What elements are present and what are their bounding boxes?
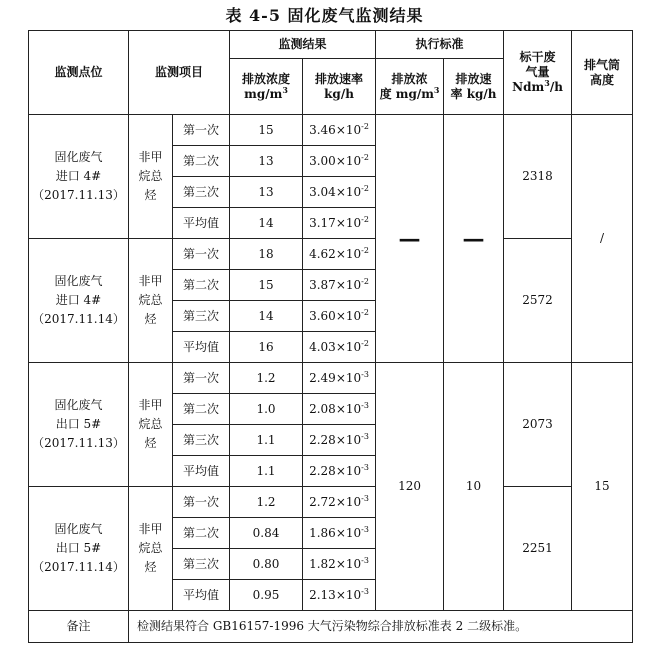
results-table [28, 30, 633, 643]
item-line: 烃 [144, 436, 157, 450]
header-rate-unit: kg/h [324, 86, 354, 101]
item-line: 烃 [144, 188, 157, 202]
concentration-value: 14 [230, 208, 303, 239]
sample-label: 平均值 [173, 208, 230, 239]
flow-value: 2251 [504, 487, 572, 611]
rate-value: $3.87\times 10^{-2}$ [303, 270, 376, 301]
std-concentration: 120 [376, 363, 444, 611]
concentration-value: 14 [230, 301, 303, 332]
std-rate: — [444, 115, 504, 363]
concentration-value: 16 [230, 332, 303, 363]
concentration-value: 15 [230, 115, 303, 146]
header-item: 监测项目 [129, 31, 230, 115]
sample-label: 第三次 [173, 425, 230, 456]
rate-value: $3.60\times 10^{-2}$ [303, 301, 376, 332]
rate-value: $1.82\times 10^{-3}$ [303, 549, 376, 580]
concentration-value: 13 [230, 146, 303, 177]
sample-label: 第二次 [173, 270, 230, 301]
concentration-value: 1.2 [230, 363, 303, 394]
sample-label: 第二次 [173, 394, 230, 425]
monitoring-location [29, 115, 129, 239]
sample-label: 第三次 [173, 549, 230, 580]
sample-label: 第二次 [173, 518, 230, 549]
location-line: （2017.11.14） [32, 560, 125, 574]
item-line: 烃 [144, 560, 157, 574]
sample-label: 第一次 [173, 363, 230, 394]
rate-value: $4.62\times 10^{-2}$ [303, 239, 376, 270]
item-line: 烷总 [138, 293, 163, 307]
header-rate-label: 排放速率 [315, 71, 364, 86]
sample-label: 平均值 [173, 332, 230, 363]
header-flow-line3: Ndm$^3$/h [512, 78, 563, 94]
table-row [29, 239, 633, 270]
location-line: 进口 4# [55, 169, 102, 183]
location-line: 固化废气 [54, 522, 103, 536]
table-title: 表 4-5 固化废气监测结果 [225, 6, 424, 25]
header-standard: 执行标准 [376, 31, 504, 59]
note-text: 检测结果符合 GB16157-1996 大气污染物综合排放标准表 2 二级标准。 [129, 611, 633, 643]
monitoring-item [129, 115, 173, 239]
location-line: （2017.11.14） [32, 312, 125, 326]
flow-value: 2318 [504, 115, 572, 239]
sample-label: 第二次 [173, 146, 230, 177]
header-location: 监测点位 [29, 31, 129, 115]
monitoring-location [29, 487, 129, 611]
rate-value: $3.46\times 10^{-2}$ [303, 115, 376, 146]
monitoring-location [29, 239, 129, 363]
header-results: 监测结果 [230, 31, 376, 59]
item-line: 非甲 [138, 274, 163, 288]
rate-value: $3.17\times 10^{-2}$ [303, 208, 376, 239]
table-row [29, 115, 633, 146]
sample-label: 第一次 [173, 115, 230, 146]
sample-label: 平均值 [173, 456, 230, 487]
rate-value: $2.13\times 10^{-3}$ [303, 580, 376, 611]
concentration-value: 18 [230, 239, 303, 270]
concentration-value: 1.2 [230, 487, 303, 518]
location-line: 出口 5# [55, 417, 102, 431]
location-line: （2017.11.13） [32, 436, 125, 450]
item-line: 烃 [144, 312, 157, 326]
concentration-value: 0.80 [230, 549, 303, 580]
rate-value: $2.49\times 10^{-3}$ [303, 363, 376, 394]
concentration-value: 1.1 [230, 425, 303, 456]
location-line: 进口 4# [55, 293, 102, 307]
note-row [29, 611, 633, 643]
header-height [572, 31, 633, 115]
header-height-line2: 高度 [590, 72, 615, 87]
item-line: 烷总 [138, 169, 163, 183]
concentration-value: 15 [230, 270, 303, 301]
location-line: 固化废气 [54, 150, 103, 164]
flow-value: 2572 [504, 239, 572, 363]
item-line: 非甲 [138, 150, 163, 164]
rate-value: $3.04\times 10^{-2}$ [303, 177, 376, 208]
item-line: 非甲 [138, 522, 163, 536]
sample-label: 第三次 [173, 177, 230, 208]
concentration-value: 0.95 [230, 580, 303, 611]
sample-label: 第一次 [173, 487, 230, 518]
header-conc [230, 59, 303, 115]
location-line: （2017.11.13） [32, 188, 125, 202]
header-height-line1: 排气筒 [584, 57, 621, 72]
header-flow [504, 31, 572, 115]
header-rate [303, 59, 376, 115]
std-rate: 10 [444, 363, 504, 611]
flow-value: 2073 [504, 363, 572, 487]
item-line: 烷总 [138, 541, 163, 555]
stack-height: 15 [572, 363, 633, 611]
header-flow-line1: 标干废 [519, 50, 556, 64]
sample-label: 平均值 [173, 580, 230, 611]
concentration-value: 13 [230, 177, 303, 208]
location-line: 固化废气 [54, 398, 103, 412]
stack-height: / [572, 115, 633, 363]
item-line: 非甲 [138, 398, 163, 412]
header-conc-label: 排放浓度 [242, 71, 291, 86]
monitoring-item [129, 239, 173, 363]
header-std-conc: 排放浓 度 $mg/m^3$ [376, 59, 444, 115]
rate-value: $2.72\times 10^{-3}$ [303, 487, 376, 518]
location-line: 出口 5# [55, 541, 102, 555]
monitoring-item [129, 487, 173, 611]
sample-label: 第三次 [173, 301, 230, 332]
item-line: 烷总 [138, 417, 163, 431]
sample-label: 第一次 [173, 239, 230, 270]
rate-value: $2.28\times 10^{-3}$ [303, 425, 376, 456]
rate-value: $4.03\times 10^{-2}$ [303, 332, 376, 363]
rate-value: $2.08\times 10^{-3}$ [303, 394, 376, 425]
concentration-value: 1.0 [230, 394, 303, 425]
header-conc-unit: $mg/m^3$ [244, 84, 288, 101]
concentration-value: 0.84 [230, 518, 303, 549]
monitoring-item [129, 363, 173, 487]
concentration-value: 1.1 [230, 456, 303, 487]
note-label: 备注 [29, 611, 129, 643]
header-flow-line2: 气量 [525, 65, 550, 79]
header-std-rate: 排放速 率 kg/h [444, 59, 504, 115]
location-line: 固化废气 [54, 274, 103, 288]
monitoring-location [29, 363, 129, 487]
rate-value: $3.00\times 10^{-2}$ [303, 146, 376, 177]
rate-value: $1.86\times 10^{-3}$ [303, 518, 376, 549]
table-row [29, 363, 633, 394]
table-row [29, 487, 633, 518]
std-concentration: — [376, 115, 444, 363]
rate-value: $2.28\times 10^{-3}$ [303, 456, 376, 487]
